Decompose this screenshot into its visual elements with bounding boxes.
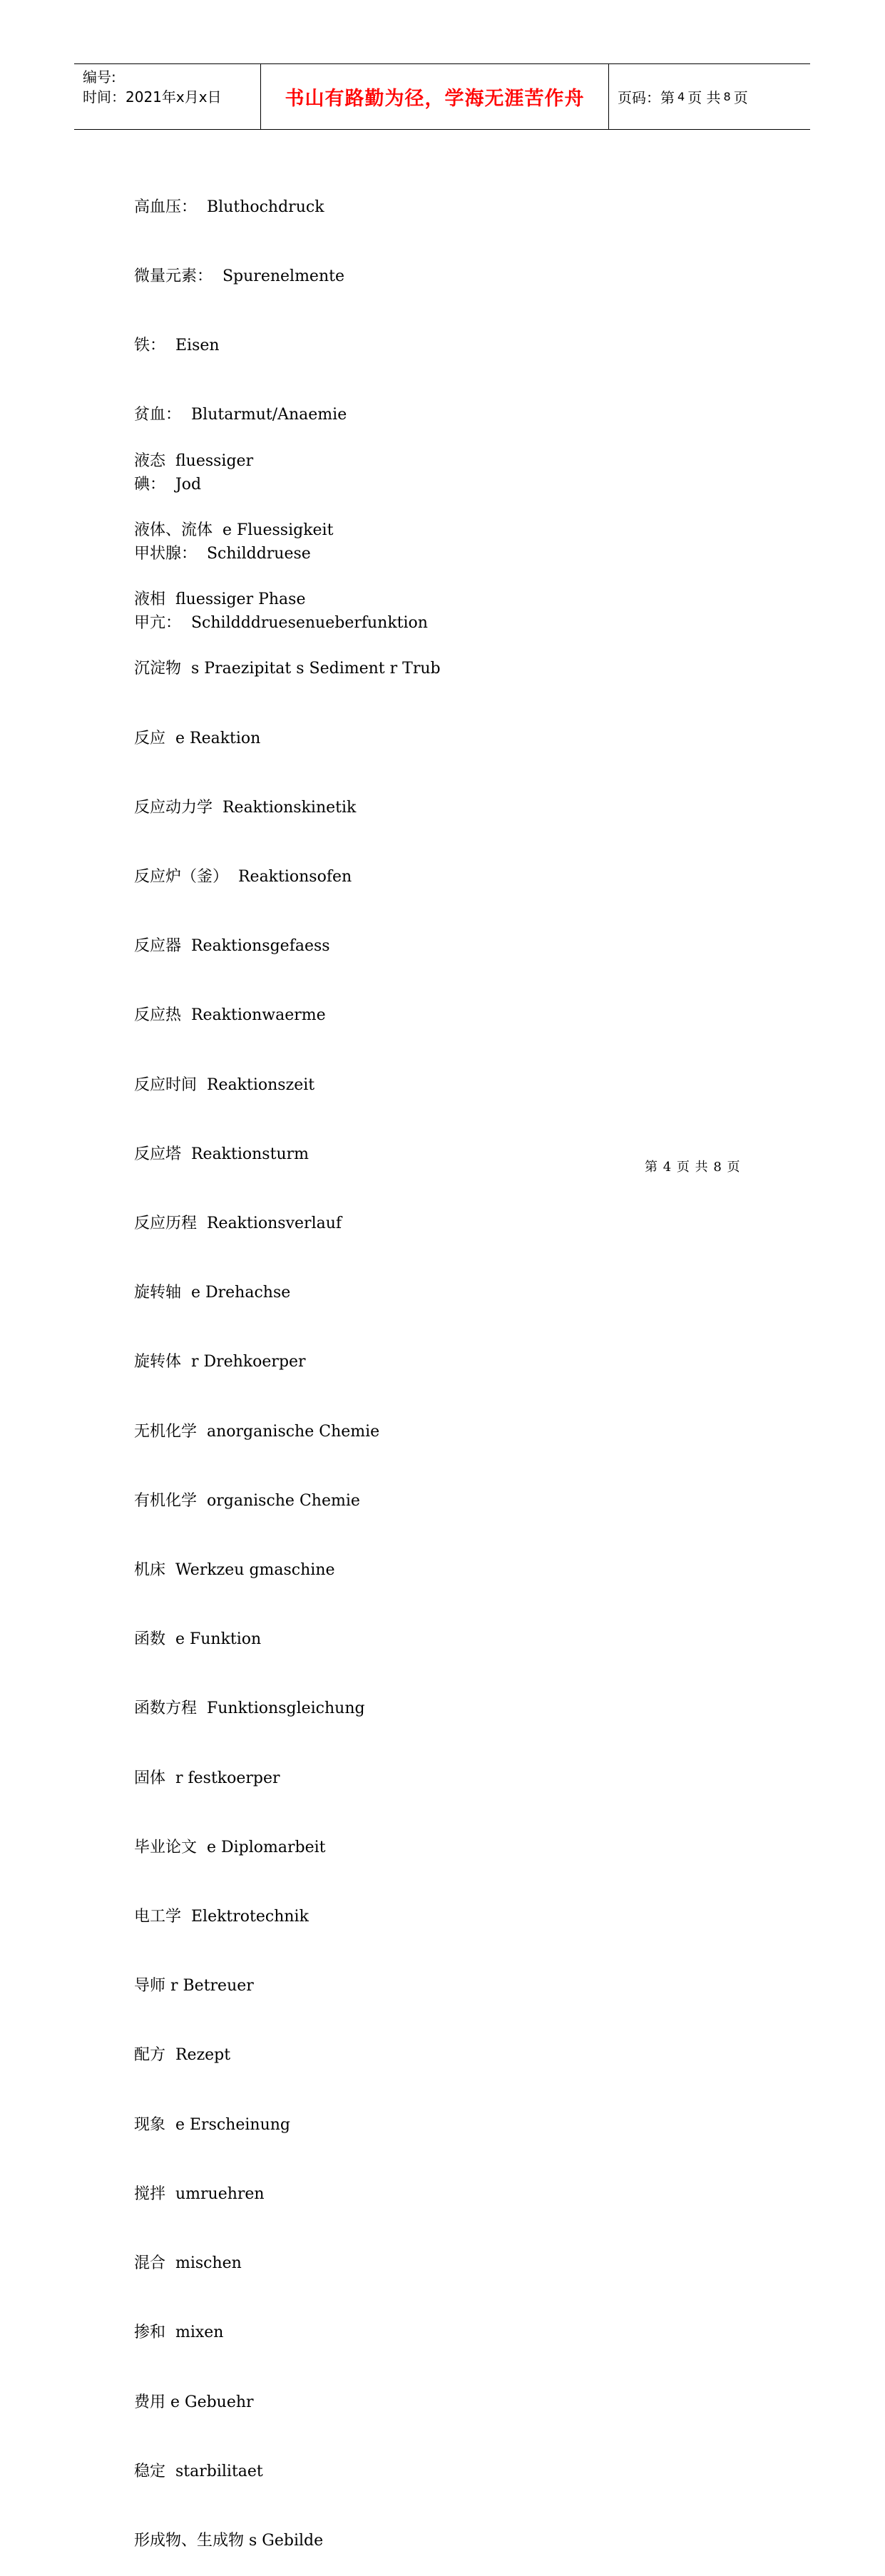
vocab-entry: 旋转体 r Drehkoerper <box>134 1353 306 1371</box>
page-prefix: 页码：第 <box>618 89 675 106</box>
vocab-entry: 费用 e Gebuehr <box>134 2393 254 2411</box>
vocab-entry: 导师 r Betreuer <box>134 1977 254 1995</box>
vocab-entry: 液相 fluessiger Phase <box>134 591 306 609</box>
vocab-entry: 反应塔 Reaktionsturm <box>134 1145 309 1163</box>
vocab-entry: 反应动力学 Reaktionskinetik <box>134 798 357 817</box>
vocab-entry: 形成物、生成物 s Gebilde <box>134 2531 324 2550</box>
vocab-entry: 铁： Eisen <box>134 337 220 355</box>
vocab-entry: 函数 e Funktion <box>134 1630 262 1649</box>
vocab-entry: 沉淀物 s Praezipitat s Sediment r Trub <box>134 660 441 678</box>
page-suffix: 页 <box>733 89 748 106</box>
vocab-entry: 现象 e Erscheinung <box>134 2115 291 2134</box>
vocab-entry: 掺和 mixen <box>134 2324 224 2342</box>
header-meta <box>74 64 261 129</box>
vocab-entry: 搅拌 umruehren <box>134 2184 265 2203</box>
vocab-entry: 微量元素： Spurenelmente <box>134 267 344 286</box>
vocab-entry: 函数方程 Funktionsgleichung <box>134 1700 365 1718</box>
vocab-entry: 配方 Rezept <box>134 2046 231 2065</box>
vocab-list-chemistry <box>134 404 441 2576</box>
vocab-entry: 甲亢： Schildddruesenueberfunktion <box>134 614 428 633</box>
vocab-entry: 反应 e Reaktion <box>134 729 261 747</box>
page-total: 8 <box>723 90 731 103</box>
page-footer: 第 4 页 共 8 页 <box>645 1160 741 1175</box>
page-number: 4 <box>677 90 685 103</box>
vocab-entry: 液态 fluessiger <box>134 451 254 470</box>
vocab-entry: 反应炉（釜） Reaktionsofen <box>134 868 352 886</box>
vocab-entry: 混合 mischen <box>134 2254 242 2273</box>
motto: 书山有路勤为径，学海无涯苦作舟 <box>285 88 585 110</box>
vocab-entry: 反应热 Reaktionwaerme <box>134 1006 326 1025</box>
vocab-entry: 机床 Werkzeu gmaschine <box>134 1561 335 1580</box>
vocab-entry: 碘： Jod <box>134 475 202 494</box>
vocab-entry: 固体 r festkoerper <box>134 1769 280 1787</box>
vocab-entry: 旋转轴 e Drehachse <box>134 1284 291 1302</box>
vocab-entry: 甲状腺： Schilddruese <box>134 544 311 563</box>
vocab-entry: 反应时间 Reaktionszeit <box>134 1075 315 1094</box>
vocab-entry: 液体、流体 e Fluessigkeit <box>134 521 334 540</box>
vocab-entry: 无机化学 anorganische Chemie <box>134 1422 380 1441</box>
vocab-entry: 反应器 Reaktionsgefaess <box>134 937 330 956</box>
header-page-info <box>609 64 810 129</box>
page-header <box>74 63 810 130</box>
header-motto-cell <box>261 64 609 129</box>
vocab-entry: 贫血： Blutarmut/Anaemie <box>134 406 347 424</box>
vocab-entry: 高血压： Bluthochdruck <box>134 198 324 216</box>
vocab-entry: 稳定 starbilitaet <box>134 2462 263 2480</box>
code-label: 编号: <box>83 68 116 86</box>
vocab-entry: 反应历程 Reaktionsverlauf <box>134 1215 342 1233</box>
vocab-entry: 电工学 Elektrotechnik <box>134 1908 309 1926</box>
vocab-entry: 毕业论文 e Diplomarbeit <box>134 1838 326 1856</box>
vocab-entry: 有机化学 organische Chemie <box>134 1491 360 1510</box>
page-mid: 页 共 <box>687 89 721 106</box>
date-line: 时间：2021年x月x日 <box>83 88 222 106</box>
